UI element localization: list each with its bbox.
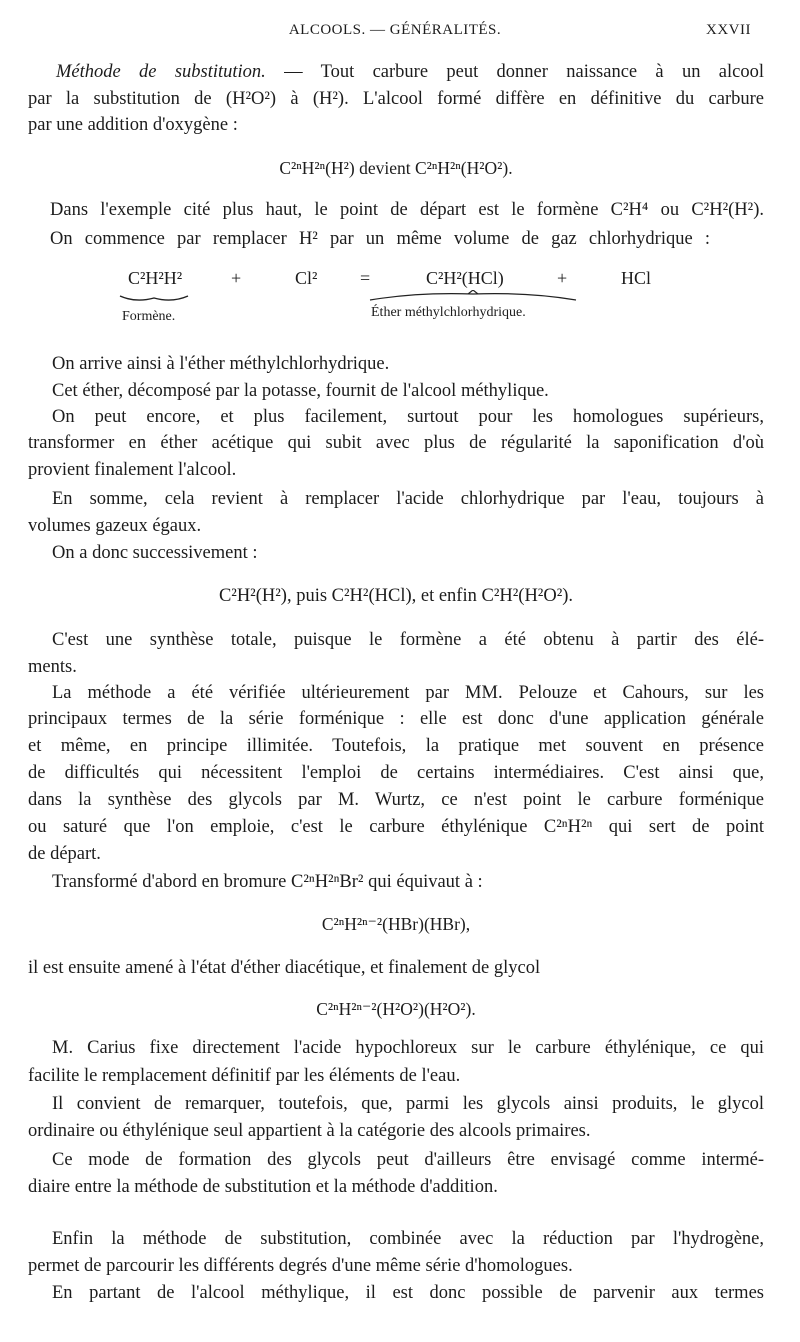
text-line: On peut encore, et plus facilement, surtout pour les homologues supérieurs, bbox=[52, 407, 764, 427]
text-line: Il convient de remarquer, toutefois, que, parmi les glycols ainsi produits, le glycol bbox=[52, 1094, 764, 1114]
equation-term: C²H²(HCl) bbox=[426, 268, 504, 288]
text-line: facilite le remplacement définitif par les éléments de l'eau. bbox=[28, 1066, 461, 1086]
equation-term: HCl bbox=[621, 268, 652, 288]
text-line: il est ensuite amené à l'état d'éther diacétique, et finalement de glycol bbox=[28, 958, 541, 978]
formula: C²ⁿH²ⁿ⁻²(H²O²)(H²O²). bbox=[316, 999, 476, 1019]
text-line: de difficultés qui nécessitent l'emploi de certains intermédiaires. C'est ainsi que, bbox=[28, 763, 764, 783]
equation-term: C²H²H² bbox=[128, 268, 183, 288]
text-line: principaux termes de la série forménique : elle est donc d'une application générale bbox=[28, 709, 764, 729]
text-line: ou saturé que l'on emploie, c'est le carbure éthylénique C²ⁿH²ⁿ qui sert de point bbox=[28, 817, 764, 837]
running-header-title: ALCOOLS. — GÉNÉRALITÉS. bbox=[288, 22, 502, 38]
text-line: En somme, cela revient à remplacer l'acide chlorhydrique par l'eau, toujours à bbox=[52, 489, 764, 509]
underbrace-icon bbox=[118, 292, 190, 304]
formula: C²ⁿH²ⁿ(H²) devient C²ⁿH²ⁿ(H²O²). bbox=[279, 158, 513, 178]
text-line: permet de parcourir les différents degrés d'une même série d'homologues. bbox=[28, 1256, 573, 1276]
underbrace-icon bbox=[368, 290, 578, 304]
text-line: transformer en éther acétique qui subit avec plus de régularité la saponification d'où bbox=[28, 433, 764, 453]
text-line: On commence par remplacer H² par un même volume de gaz chlorhydrique : bbox=[50, 229, 710, 249]
text-line: On arrive ainsi à l'éther méthylchlorhydrique. bbox=[52, 354, 390, 374]
text-line: Dans l'exemple cité plus haut, le point de départ est le formène C²H⁴ ou C²H²(H²). bbox=[50, 200, 764, 220]
text-line: diaire entre la méthode de substitution et la méthode d'addition. bbox=[28, 1177, 498, 1197]
text-line bbox=[56, 60, 764, 84]
text-line: La méthode a été vérifiée ultérieurement par MM. Pelouze et Cahours, sur les bbox=[52, 683, 764, 703]
text-line: ordinaire ou éthylénique seul appartient à la catégorie des alcools primaires. bbox=[28, 1121, 591, 1141]
equation-plus: + bbox=[231, 268, 242, 288]
text-span: — Tout carbure peut donner naissance à un alcool bbox=[265, 62, 764, 82]
text-line: ments. bbox=[28, 657, 77, 677]
section-heading: Méthode de substitution. bbox=[56, 62, 266, 82]
text-line: Enfin la méthode de substitution, combinée avec la réduction par l'hydrogène, bbox=[52, 1229, 764, 1249]
text-line: de départ. bbox=[28, 844, 101, 864]
formula: C²H²(H²), puis C²H²(HCl), et enfin C²H²(H²O²). bbox=[218, 586, 574, 606]
equation-term: Cl² bbox=[295, 268, 318, 288]
equation-caption: Formène. bbox=[122, 309, 176, 324]
text-line: et même, en principe illimitée. Toutefois, la pratique met souvent en présence bbox=[28, 736, 764, 756]
text-line: volumes gazeux égaux. bbox=[28, 516, 202, 536]
page-number: XXVII bbox=[706, 22, 751, 38]
text-line: provient finalement l'alcool. bbox=[28, 460, 237, 480]
equation-plus: + bbox=[557, 268, 568, 288]
text-line: C'est une synthèse totale, puisque le formène a été obtenu à partir des élé- bbox=[52, 630, 764, 650]
text-line: Ce mode de formation des glycols peut d'ailleurs être envisagé comme intermé- bbox=[52, 1150, 764, 1170]
text-line: par la substitution de (H²O²) à (H²). L'alcool formé diffère en définitive du carbure bbox=[28, 89, 764, 109]
text-line: par une addition d'oxygène : bbox=[28, 115, 238, 135]
formula: C²ⁿH²ⁿ⁻²(HBr)(HBr), bbox=[321, 914, 471, 934]
equation-equals: = bbox=[360, 268, 371, 288]
text-line: On a donc successivement : bbox=[52, 543, 258, 563]
text-line: dans la synthèse des glycols par M. Wurtz, ce n'est point le carbure forménique bbox=[28, 790, 764, 810]
text-line: M. Carius fixe directement l'acide hypochloreux sur le carbure éthylénique, ce qui bbox=[52, 1038, 764, 1058]
text-line: Transformé d'abord en bromure C²ⁿH²ⁿBr² qui équivaut à : bbox=[52, 872, 483, 892]
text-line: Cet éther, décomposé par la potasse, fournit de l'alcool méthylique. bbox=[52, 381, 549, 401]
text-line: En partant de l'alcool méthylique, il est donc possible de parvenir aux termes bbox=[52, 1283, 764, 1303]
equation-caption: Éther méthylchlorhydrique. bbox=[371, 305, 526, 320]
